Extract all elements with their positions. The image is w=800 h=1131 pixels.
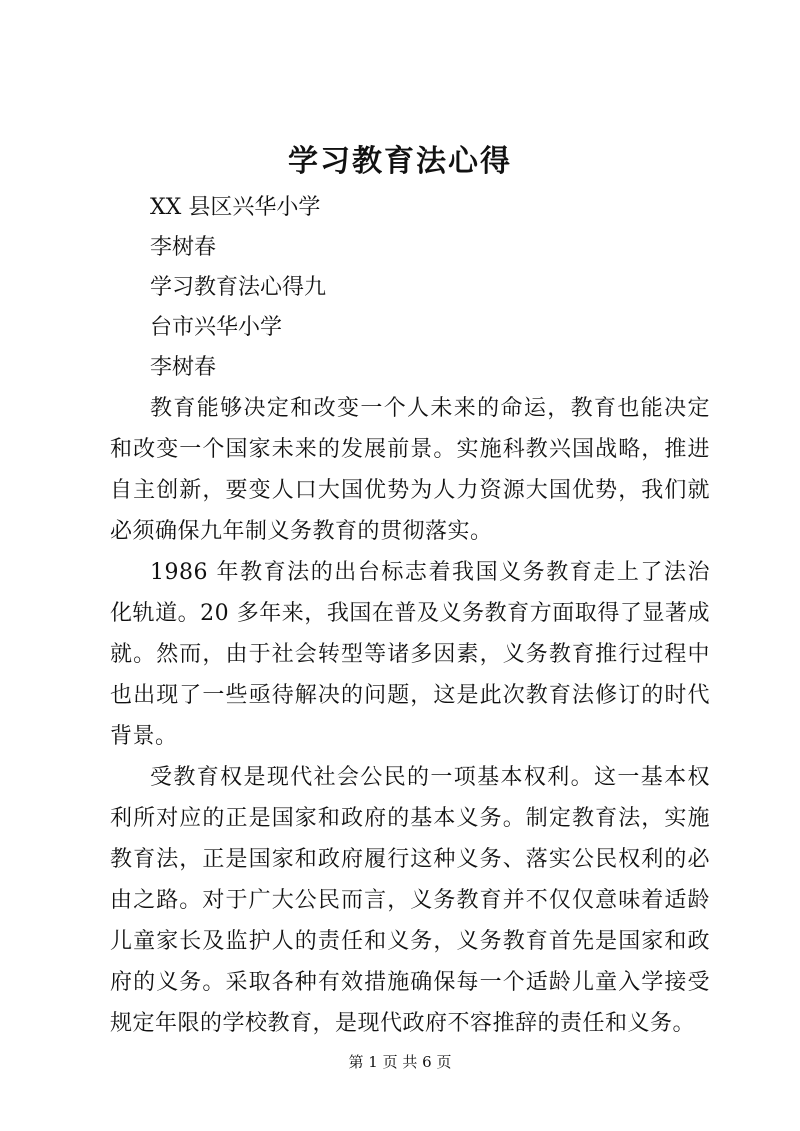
header-line-school-2: 台市兴华小学 bbox=[150, 315, 283, 340]
header-line-subtitle: 学习教育法心得九 bbox=[150, 275, 327, 300]
header-line-author: 李树春 bbox=[150, 235, 217, 260]
document-body bbox=[110, 188, 710, 1044]
paragraph-1: 教育能够决定和改变一个人未来的命运，教育也能决定和改变一个国家未来的发展前景。实施科教兴国战略，推进自主创新，要变人口大国优势为人力资源大国优势，我们就必须确保九年制义务教育的贯彻落实。 bbox=[110, 396, 710, 544]
header-line-school: XX 县区兴华小学 bbox=[150, 195, 321, 220]
page-title: 学习教育法心得 bbox=[288, 144, 512, 179]
paragraph-3: 受教育权是现代社会公民的一项基本权利。这一基本权利所对应的正是国家和政府的基本义务。制定教育法，实施教育法，正是国家和政府履行这种义务、落实公民权利的必由之路。对于广大公民而言，义务教育并不仅仅意味着适龄儿童家长及监护人的责任和义务，义务教育首先是国家和政府的义务。采取各种有效措施确保每一个适龄儿童入学接受规定年限的学校教育，是现代政府不容推辞的责任和义务。 bbox=[110, 765, 710, 1036]
page-footer: 第 1 页 共 6 页 bbox=[348, 1053, 452, 1071]
paragraph-2: 1986 年教育法的出台标志着我国义务教育走上了法治化轨道。20 多年来，我国在普及义务教育方面取得了显著成就。然而，由于社会转型等诸多因素，义务教育推行过程中也出现了一些亟待解决的问题，这是此次教育法修订的时代背景。 bbox=[110, 560, 710, 749]
header-line-author-2: 李树春 bbox=[150, 355, 217, 380]
